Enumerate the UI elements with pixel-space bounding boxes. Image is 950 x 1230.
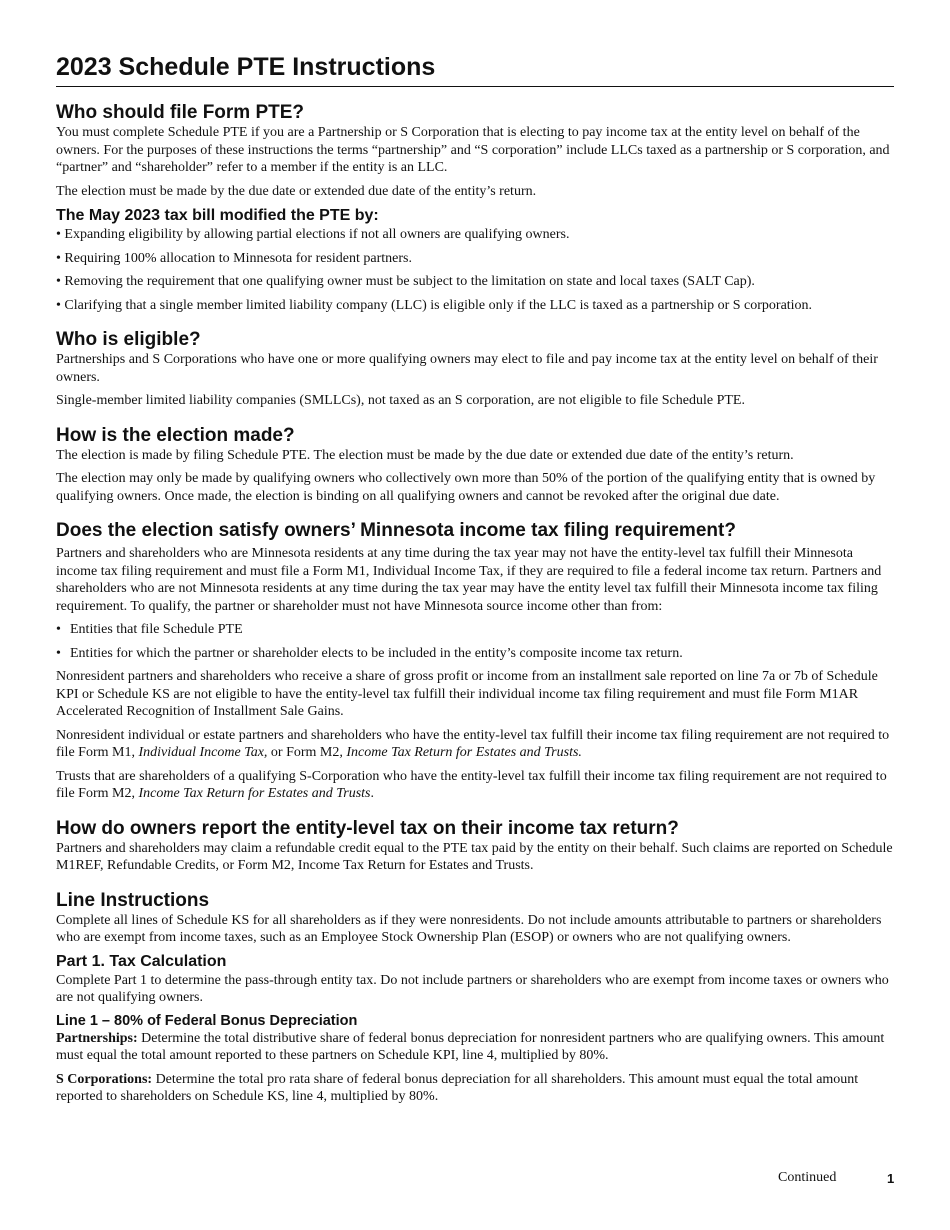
label: S Corporations: [56, 1071, 153, 1087]
paragraph: Partners and shareholders who are Minnesota residents at any time during the tax year may not have the entity-level tax fulfill their Minnesota income tax filing requirement and must file a Form M1, Individual Income Tax, if they are required to file a federal income tax return. Partners and shareholders who are not Minnesota residents at any time during the tax year may have the entity level tax fulfill their Minnesota income tax filing requirement. To qualify, the partner or shareholder must not have Minnesota source income other than from: [56, 546, 882, 614]
form-title: Income Tax Return for Estates and Trusts [138, 786, 371, 801]
paragraph: Complete all lines of Schedule KS for all shareholders as if they were nonresidents. Do not include amounts attributable to partners or shareholders who are exempt from income taxes, such as an Employee Stock Ownership Plan (ESOP) or owners who are not qualifying owners. [56, 912, 882, 945]
list-item [56, 621, 894, 639]
form-title: , Income Tax Return for Estates and Trusts. [339, 745, 582, 760]
paragraph [56, 768, 894, 803]
section-election-made [56, 424, 894, 506]
continued-label: Continued [778, 1170, 837, 1185]
text-run: Determine the total pro rata share of federal bonus depreciation for all shareholders. This amount must equal the total amount reported to shareholders on Schedule KS, line 4, multiplied by 80%. [56, 1071, 859, 1104]
section-may-bill [56, 206, 894, 314]
list-item [56, 645, 894, 663]
paragraph: The election must be made by the due date or extended due date of the entity’s return. [56, 183, 537, 199]
page-number: 1 [887, 1171, 895, 1186]
paragraph: The election may only be made by qualifying owners who collectively own more than 50% of the portion of the qualifying entity that is owned by qualifying owners. Once made, the election is binding on all qualifying owners and cannot be revoked after the original due date. [56, 471, 876, 504]
subsection-heading: Part 1. Tax Calculation [56, 952, 227, 970]
section-heading: Does the election satisfy owners’ Minnesota income tax filing requirement? [56, 520, 736, 541]
form-title: Individual Income Tax, [138, 745, 268, 760]
section-heading: Who is eligible? [56, 329, 201, 350]
section-who-is-eligible [56, 328, 894, 410]
paragraph: Single-member limited liability companies (SMLLCs), not taxed as an S corporation, are not eligible to file Schedule PTE. [56, 393, 745, 408]
text-run: or Form M2 [267, 745, 340, 760]
text-run: Trusts that are shareholders of a qualifying S-Corporation who have the entity-level tax fulfill their income tax filing requirement are not required to file Form M2, [56, 768, 887, 801]
section-who-should-file [56, 101, 894, 200]
text-run: Determine the total distributive share of federal bonus depreciation for nonresident partners who are qualifying owners. This amount must equal the total amount reported to these partners on Schedule KPI, line 4, multiplied by 80%. [56, 1030, 885, 1063]
text-run: . [370, 786, 374, 801]
section-heading: Line Instructions [56, 889, 210, 911]
paragraph: Complete Part 1 to determine the pass-through entity tax. Do not include partners or shareholders who are exempt from income taxes or owners who are not qualifying owners. [56, 972, 889, 1005]
paragraph [56, 1071, 894, 1106]
list-item: • Requiring 100% allocation to Minnesota for resident partners. [56, 250, 412, 266]
bullet-icon: • [56, 645, 61, 661]
section-satisfy-requirement [56, 519, 894, 803]
list-item: • Removing the requirement that one qualifying owner must be subject to the limitation on state and local taxes (SALT Cap). [56, 274, 755, 289]
paragraph: Partners and shareholders may claim a refundable credit equal to the PTE tax paid by the entity on their behalf. Such claims are reported on Schedule M1REF, Refundable Credits, or Form M2, Income Tax Return for Estates and Trusts. [56, 840, 893, 873]
paragraph [56, 1030, 894, 1065]
label: Partnerships: [56, 1030, 138, 1046]
subsection-heading: The May 2023 tax bill modified the PTE by: [56, 207, 379, 224]
list-item-text: Entities that file Schedule PTE [70, 622, 243, 637]
section-heading: How do owners report the entity-level tax on their income tax return? [56, 817, 679, 839]
section-line-instructions [56, 889, 894, 947]
paragraph: You must complete Schedule PTE if you are a Partnership or S Corporation that is electing to pay income tax at the entity level on behalf of the owners. For the purposes of these instructions the terms “partnership” and “S corporation” include LLCs taxed as a partnership or S corporation, and “partner” and “shareholder” refer to a member if the entity is an LLC. [56, 125, 890, 175]
section-heading: Who should file Form PTE? [56, 102, 305, 123]
document-page [56, 0, 894, 1106]
list-item-text: Entities for which the partner or shareholder elects to be included in the entity’s composite income tax return. [70, 645, 683, 661]
section-heading: How is the election made? [56, 424, 295, 446]
section-report-tax [56, 817, 894, 875]
line-heading: Line 1 – 80% of Federal Bonus Depreciation [56, 1012, 358, 1029]
text-run: Nonresident individual or estate partners and shareholders who have the entity-level tax fulfill their income tax filing requirement are not required to file Form M1, [56, 727, 890, 760]
list-item: • Clarifying that a single member limited liability company (LLC) is eligible only if the LLC is taxed as a partnership or S corporation. [56, 297, 813, 313]
paragraph [56, 727, 894, 762]
section-part1 [56, 952, 894, 1007]
paragraph: Partnerships and S Corporations who have one or more qualifying owners may elect to file and pay income tax at the entity level on behalf of their owners. [56, 352, 878, 385]
section-line1 [56, 1012, 894, 1106]
list-item: • Expanding eligibility by allowing partial elections if not all owners are qualifying owners. [56, 227, 570, 242]
paragraph: The election is made by filing Schedule PTE. The election must be made by the due date or extended due date of the entity’s return. [56, 447, 794, 463]
page-title: 2023 Schedule PTE Instructions [56, 52, 894, 87]
paragraph: Nonresident partners and shareholders who receive a share of gross profit or income from an installment sale reported on line 7a or 7b of Schedule KPI or Schedule KS are not eligible to have the entity-level tax fulfill their individual income tax filing requirement and must file Form M1AR Accelerated Recognition of Installment Sale Gains. [56, 669, 878, 719]
bullet-icon: • [56, 622, 61, 637]
